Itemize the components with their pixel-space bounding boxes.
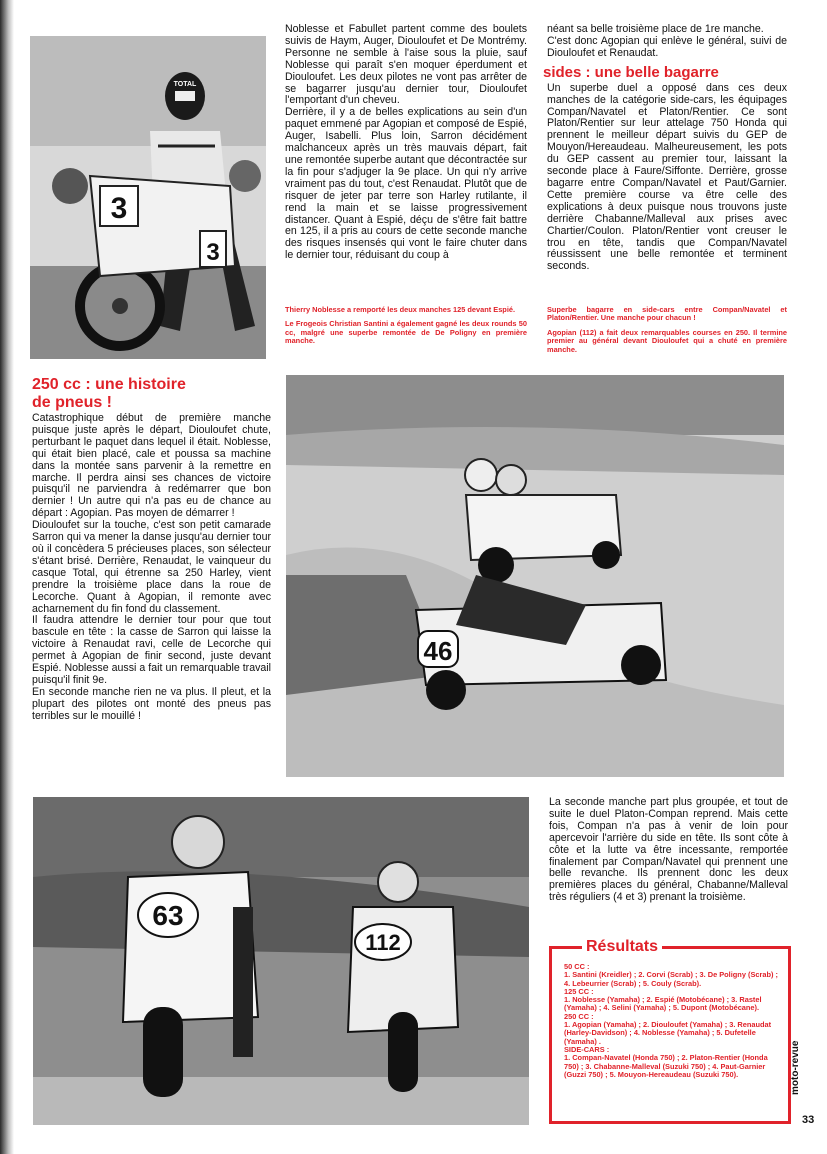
- results-line: 1. Agopian (Yamaha) ; 2. Diouloufet (Yamaha) ; 3. Renaudat (Harley-Davidson) ; 4. Noblesse (Yamaha) ; 5. Dufetelle (Yamaha) .: [564, 1020, 772, 1046]
- helmet-brand-label: TOTAL: [173, 81, 197, 88]
- photo-agopian-diouloufet: [33, 797, 529, 1125]
- paragraph: C'est donc Agopian qui enlève le général, suivi de Diouloufet et Renaudat.: [547, 34, 787, 59]
- article-column-left: [32, 413, 271, 723]
- results-list: [552, 949, 788, 1083]
- rider-number-label: 3: [110, 192, 128, 225]
- paragraph: Derrière, il y a de belles explications au sein d'un paquet emmené par Agopian et composé de Espié, Auger, Isabelli. Plus loin, Sarron décidément malchanceux après un très mauvais départ, fait une remontée superbe autant que décontractée sur la fin pour s'adjuger la 9e place. Un qui n'y arrive vraiment pas du tout, c'est Renaudat. Plutôt que de risquer de jeter par terre son Harley rutilante, il rend la main et se laisse progressivement distancer. Quant à Espié, déçu de s'être fait battre en 125, il a pris au cours de cette seconde manche des risques insensés qui vont le faire chuter dans le dernier tour, réduisant du coup à: [285, 106, 527, 262]
- captions-middle: [285, 306, 527, 352]
- paragraph: Un superbe duel a opposé dans ces deux manches de la catégorie side-cars, les équipages Compan/Navatel et Platon/Rentier. Ce sont Platon/Rentier sur leur attelage 750 Honda qui prennent le meilleur départ suivis du GEP de Mouyon/Hereaudeau. Malheureusement, les pots du GEP cassent au premier tour, laissant la seconde place à Faure/Siffonte. Derrière, grosse bagarre entre Compan/Navatel et Paut/Garnier. Cette première course va être celle des explications à deux puisque nous trouvons juste derrière Chabanne/Malleval aux prises avec Chartier/Coulon. Platon/Rentier vont creuser le trou en tête, tandis que Compan/Navatel réussissent une belle remontée et terminent seconds.: [547, 81, 787, 273]
- paragraph: Il faudra attendre le dernier tour pour que tout bascule en tête : la casse de Sarron qui laisse la victoire à Renaudat ravi, celle de Lecorche qui permet à Agopian de finir second, juste devant Espié. Noblesse aussi a fait un remarquable travail puisqu'il finit 9e.: [32, 614, 271, 686]
- paragraph: En seconde manche rien ne va plus. Il pleut, et la plupart des pilotes ont monté des pneus pas terribles sur le mouillé !: [32, 685, 271, 722]
- caption-noblesse: Thierry Noblesse a remporté les deux manches 125 devant Espié.: [285, 305, 516, 314]
- sidecar-number-label: 46: [423, 636, 453, 666]
- photo-noblesse: [30, 36, 266, 359]
- results-line: 1. Santini (Kreidler) ; 2. Corvi (Scrab) ; 3. De Poligny (Scrab) ; 4. Lebeurrier (Scrab) ; 5. Couly (Scrab).: [564, 970, 778, 988]
- caption-agopian: Agopian (112) a fait deux remarquables courses en 250. Il termine premier au général devant Diouloufet qui a chuté en première manche.: [547, 327, 787, 354]
- results-category: SIDE-CARS :: [564, 1044, 610, 1054]
- photo-sidecars: [286, 375, 784, 777]
- paragraph: Diouloufet sur la touche, c'est son petit camarade Sarron qui va mener la danse jusqu'au dernier tour où il concèdera 5 précieuses places, son sélecteur s'étant brisé. Derrière, Renaudat, le vainqueur du casque Total, qui étrenne sa 250 Harley, vient prendre la troisième place dans la roue de Lecorche. Quant à Agopian, il remonte avec acharnement du fin fond du classement.: [32, 519, 271, 615]
- results-line: 1. Compan-Navatel (Honda 750) ; 2. Platon-Rentier (Honda 750) ; 3. Chabanne-Malleval (Suzuki 750) ; 4. Paut-Garnier (Guzzi 750) ; 5. Mouyon-Hereaudeau (Suzuki 750).: [564, 1053, 768, 1079]
- results-category: 250 CC :: [564, 1011, 594, 1021]
- paragraph: néant sa belle troisième place de 1re manche.: [547, 23, 764, 35]
- article-column-right: [543, 23, 787, 273]
- results-line: 1. Noblesse (Yamaha) ; 2. Espié (Motobécane) ; 3. Rastel (Yamaha) ; 4. Selini (Yamaha) ; 5. Dupont (Motobécane).: [564, 995, 762, 1013]
- results-category: 50 CC :: [564, 962, 590, 971]
- paragraph: Catastrophique début de première manche puisque juste après le départ, Diouloufet chute, perturbant le paquet dans lequel il était. Noblesse, qui était bien placé, cale et poussa sa machine dans la montée sans parvenir à la remettre en marche. Il perdra ainsi ses chances de victoire puisqu'il ne parviendra à redémarrer que bon dernier ! Un autre qui n'a pas eu de chance au départ : Agopian. Pas moyen de démarrer !: [32, 412, 271, 520]
- results-box: [549, 946, 791, 1124]
- heading-line-2: de pneus !: [32, 394, 113, 411]
- bike-right-number-label: 112: [365, 930, 401, 955]
- sides-heading: sides : une belle bagarre: [543, 63, 719, 81]
- paragraph: Noblesse et Fabullet partent comme des boulets suivis de Haym, Auger, Diouloufet et De Montrémy. Personne ne semble à l'aise sous la pluie, sauf Noblesse qui paraît s'en moquer éperdument et Diouloufet. Les deux pilotes ne vont pas arrêter de se bagarrer jusqu'au dernier tour, Diouloufet l'emportant d'un cheveu.: [285, 23, 527, 107]
- results-title: Résultats: [582, 938, 662, 956]
- page-edge: [0, 0, 14, 1154]
- page-number: 33: [802, 1114, 815, 1126]
- heading-line-1: 250 cc : une histoire: [32, 376, 186, 393]
- rider-number-label-2: 3: [206, 239, 220, 266]
- magazine-name: moto-revue: [790, 1040, 801, 1095]
- caption-santini: Le Frogeois Christian Santini a également gagné les deux rounds 50 cc, malgré une superbe remontée de De Poligny en première manche.: [285, 319, 527, 346]
- article-column-middle: [285, 24, 527, 262]
- caption-sidecars: Superbe bagarre en side-cars entre Compan/Navatel et Platon/Rentier. Une manche pour chacun !: [547, 305, 787, 323]
- article-column-right-bottom: [549, 797, 788, 904]
- bike-left-number-label: 63: [152, 900, 184, 931]
- results-category: 125 CC :: [564, 986, 594, 996]
- captions-right: [547, 306, 787, 360]
- section-250-heading: [32, 376, 272, 412]
- paragraph: La seconde manche part plus groupée, et tout de suite le duel Platon-Compan reprend. Mais cette fois, Compan n'a pas à venir de loin pour apercevoir l'arrière du side en tête. Ils sont côte à côte et la lutte va être incessante, remportée finalement par Compan/Navatel qui prennent une belle revanche. Ils prennent donc les deux premières places du général, Chabanne/Malleval très réguliers (4 et 3) prenant la troisième.: [549, 796, 788, 904]
